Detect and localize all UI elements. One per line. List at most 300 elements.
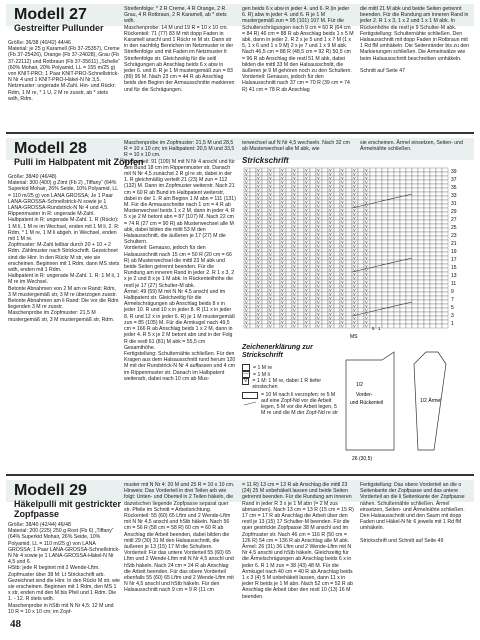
chart-cell	[436, 276, 442, 280]
chart-cell	[358, 244, 364, 248]
chart-cell	[262, 260, 268, 264]
chart-cell	[382, 272, 388, 276]
chart-symbol: V	[329, 168, 332, 173]
chart-cell	[412, 180, 418, 184]
chart-cell	[400, 172, 406, 176]
chart-symbol: V	[365, 244, 368, 249]
chart-cell	[436, 236, 442, 240]
chart-cell	[442, 216, 448, 220]
chart-cell	[418, 224, 424, 228]
chart-cell	[418, 312, 424, 316]
chart-cell	[412, 196, 418, 200]
chart-cell	[262, 172, 268, 176]
chart-cell	[370, 168, 376, 172]
chart-cell	[298, 264, 304, 268]
chart-symbol: V	[305, 296, 308, 301]
chart-cell	[436, 184, 442, 188]
chart-symbol: V	[257, 300, 260, 305]
chart-symbol: V	[353, 244, 356, 249]
chart-symbol: V	[293, 208, 296, 213]
chart-cell	[376, 276, 382, 280]
modell-27-col-4: die mittl 21 M abk und beide Seiten getrennt beenden. Für die Rundung am inneren Rand in jeder 2. R 1 x 3, 1 x 2 und 1 x 1 M abk. In Rückenhöhe die restl je 9 Schulter-M abk. Fertigstellung: Schulternähte schließen. Den Halsausschnitt mit dopp Faden in Rotbraun mit 1 Rd fM umhäkeln. Die Seitenränder bis zu den Markierungen schließen. Die Armeinsätze wie beim Halsausschnitt beschreiben umhäkeln. Schnitt auf Seite 47	[360, 6, 469, 75]
chart-symbol: V	[257, 296, 260, 301]
chart-cell	[418, 236, 424, 240]
chart-symbol: V	[293, 308, 296, 313]
chart-cell	[262, 324, 268, 328]
chart-cell	[334, 212, 340, 216]
chart-cell	[274, 224, 280, 228]
chart-cell	[394, 296, 400, 300]
chart-cell	[436, 272, 442, 276]
chart-cell	[334, 260, 340, 264]
row-number: 39	[451, 169, 457, 175]
chart-cell	[310, 288, 316, 292]
chart-cell	[370, 212, 376, 216]
chart-symbol: V	[353, 216, 356, 221]
chart-cell	[412, 188, 418, 192]
chart-cell	[430, 260, 436, 264]
chart-cell	[322, 316, 328, 320]
chart-symbol: V	[293, 200, 296, 205]
chart-symbol: V	[329, 188, 332, 193]
chart-cell	[358, 192, 364, 196]
chart-cell	[394, 188, 400, 192]
chart-cell	[322, 272, 328, 276]
chart-symbol: V	[281, 180, 284, 185]
chart-cell	[274, 300, 280, 304]
chart-symbol: V	[341, 324, 344, 329]
chart-cell	[406, 316, 412, 320]
chart-symbol: V	[293, 260, 296, 265]
modell-28-col-2: Maschenprobe im Zopfmuster: 21,5 M und 28,5 R = 10 x 10 cm; im Halbpatent: 20,5 M und 33,5 R = 10 x 10 cm. Rückenteil: 91 (109) M mit N Nr 4 anschl und für den Bund 18 cm im Rippenmuster str. Danach mit N Nr 4,5 zunächst 2 R gl re str, dabei in der 1. R gleichmäßig verteilt 21 (23) M zun = 112 (132) M. Dann im Zopfmuster weiterstr. Nach 21 cm = 60 R ab Bund im Halbpatent weiterstr, dabei in der 1. R am Beginn 1 M abn = 111 (131) M. Für die Armausschnitte nach 1 cm = 4 R ab Musterwechsel beids 1 x 2 M, dann in jeder 4. R 5 x je 2 M betont abn = 87 (107) M. Nach 22 cm = 74 R (27 cm = 90 R) ab Musterwechsel alle M abk, dabei bilden die mittl 53 M den Halsausschnitt, die äußeren je 17 (27) M die Schultern. Vorderteil: Genauso, jedoch für den Halsausschnitt nach 15 cm = 50 R (20 cm = 66 R) ab Musterwechsel die mittl 23 M abk und beide Seiten getrennt beenden. Für die Rundung am inneren Rand in jeder 2. R 1 x 3, 2 x je 2 und 8 x je 1 M abk. In Rückenteilhöhe die restl je 17 (27) Schulter-M abk. Ärmel: 49 (59) M mit N Nr 4,5 anschl und im Halbpatent str. Gleichzeitig für die Armelschrägungen ab Anschlag beids 8 x in jeder 10. R und 10 x in jeder 8. R (11 x in jeder 8. R und 12 x in jeder 6. R) je 1 M mustergemäß zun = 85 (105) M. Für die Armkugel nach 49,5 cm = 166 R ab Anschlag beids 1 x 2 M, dann in jeder 4. R 5 x je 2 M betont abn und in der Folg R die restl 61 (81) M abk = 55,5 cm Gesamthöhe. Fertigstellung: Schulternähte schließen. Für den Kragen aus dem Halsausschnitt rund herum 120 M mit der Rundstrick-N Nr 4 auffassen und 4 cm im Rippenmuster str. Danach im Halbpatent weiterarb, dabei nach 10 cm ab Mus-	[124, 140, 236, 382]
row-number: 25	[451, 225, 457, 231]
chart-cell	[424, 184, 430, 188]
body-label-rucken: und Rückenteil	[350, 400, 384, 406]
chart-cell	[424, 208, 430, 212]
chart-cell	[310, 300, 316, 304]
chart-symbol: V	[257, 168, 260, 173]
chart-cell	[442, 252, 448, 256]
chart-cell	[388, 312, 394, 316]
chart-cell	[376, 188, 382, 192]
chart-symbol: V	[329, 192, 332, 197]
chart-cell	[394, 232, 400, 236]
chart-cell	[322, 324, 328, 328]
chart-cell	[412, 224, 418, 228]
chart-cell	[430, 200, 436, 204]
chart-cell	[436, 168, 442, 172]
chart-cell	[334, 316, 340, 320]
chart-cell	[346, 232, 352, 236]
row-number: 9	[451, 289, 454, 295]
chart-cell	[322, 180, 328, 184]
chart-symbol: V	[317, 248, 320, 253]
chart-symbol: V	[269, 212, 272, 217]
chart-cell	[424, 316, 430, 320]
chart-symbol: V	[257, 260, 260, 265]
chart-cell	[286, 236, 292, 240]
chart-cell	[358, 200, 364, 204]
chart-symbol: V	[269, 232, 272, 237]
chart-cell	[358, 196, 364, 200]
chart-cell	[436, 312, 442, 316]
chart-symbol: V	[365, 236, 368, 241]
chart-cell	[250, 324, 256, 328]
chart-cell	[262, 284, 268, 288]
chart-cell	[370, 224, 376, 228]
chart-symbol: V	[269, 244, 272, 249]
chart-cell	[298, 220, 304, 224]
chart-cell	[388, 296, 394, 300]
chart-cell	[334, 272, 340, 276]
chart-cell	[262, 232, 268, 236]
chart-cell	[376, 272, 382, 276]
chart-symbol: V	[245, 264, 248, 269]
chart-cell	[430, 228, 436, 232]
chart-cell	[274, 196, 280, 200]
chart-symbol: V	[257, 304, 260, 309]
chart-symbol: V	[245, 204, 248, 209]
strickschrift-title: Strickschrift	[242, 156, 289, 165]
legend-item-2: — = 1 M li	[243, 371, 270, 378]
chart-cell	[322, 220, 328, 224]
chart-cell	[370, 256, 376, 260]
chart-cell	[346, 276, 352, 280]
chart-symbol: V	[245, 304, 248, 309]
chart-symbol: V	[281, 228, 284, 233]
chart-cell	[310, 192, 316, 196]
chart-cell	[430, 272, 436, 276]
chart-cell	[424, 320, 430, 324]
chart-symbol: V	[341, 252, 344, 257]
chart-cell	[382, 220, 388, 224]
chart-cell	[346, 216, 352, 220]
chart-cell	[250, 180, 256, 184]
chart-cell	[400, 272, 406, 276]
chart-cell	[286, 196, 292, 200]
chart-cell	[262, 180, 268, 184]
chart-symbol: V	[317, 296, 320, 301]
chart-symbol: V	[269, 300, 272, 305]
chart-cell	[430, 168, 436, 172]
zeichenerklaerung-title: Zeichenerklärung zur Strickschrift	[242, 344, 313, 359]
chart-cell	[274, 320, 280, 324]
chart-cell	[382, 228, 388, 232]
chart-cell	[310, 228, 316, 232]
side-marker: 5	[372, 326, 375, 331]
chart-cell	[430, 320, 436, 324]
chart-symbol: V	[269, 292, 272, 297]
chart-cell	[250, 196, 256, 200]
chart-cell	[400, 212, 406, 216]
chart-cell	[394, 244, 400, 248]
chart-cell	[424, 200, 430, 204]
chart-cell	[400, 324, 406, 328]
chart-cell	[298, 296, 304, 300]
chart-cell	[418, 240, 424, 244]
chart-cell	[418, 172, 424, 176]
chart-symbol: V	[257, 312, 260, 317]
chart-cell	[250, 188, 256, 192]
chart-symbol: V	[341, 316, 344, 321]
chart-cell	[406, 216, 412, 220]
chart-cell	[412, 208, 418, 212]
chart-cell	[442, 224, 448, 228]
knit-below-symbol-icon: V	[242, 378, 249, 385]
chart-cell	[274, 324, 280, 328]
chart-cell	[382, 244, 388, 248]
chart-cell	[436, 252, 442, 256]
chart-cell	[322, 308, 328, 312]
chart-symbol: V	[365, 204, 368, 209]
chart-cell	[430, 232, 436, 236]
chart-cell	[394, 248, 400, 252]
chart-cell	[262, 320, 268, 324]
chart-cell	[394, 264, 400, 268]
chart-symbol: V	[317, 260, 320, 265]
chart-cell	[406, 284, 412, 288]
chart-cell	[286, 312, 292, 316]
chart-symbol: V	[245, 176, 248, 181]
chart-cell	[298, 228, 304, 232]
chart-symbol: V	[281, 288, 284, 293]
chart-cell	[436, 220, 442, 224]
chart-cell	[346, 272, 352, 276]
chart-cell	[406, 176, 412, 180]
chart-cell	[298, 288, 304, 292]
chart-cell	[424, 204, 430, 208]
chart-cell	[250, 244, 256, 248]
chart-cell	[436, 260, 442, 264]
chart-cell	[286, 240, 292, 244]
chart-cell	[274, 172, 280, 176]
chart-cell	[250, 296, 256, 300]
chart-cell	[430, 172, 436, 176]
chart-symbol: V	[245, 296, 248, 301]
modell-29-col-1: Größe: 38/40 (42/44) 46/48 Material: 200 (225) 250 g Rost (Fb 6) „Tiffany“ (64% Superkid Mohair, 26% Seide, 10% Polyamid, LL = 110 m/25 g) von LANA GROSSA; 1 Paar LANA-GROSSA-Schnellstrick-N Nr 4 sowie je 1 LANA-GROSSA-Häkel-N Nr 4,5 und 6. HStb: jede R beginnt mit 2 Wende-Lftm. Zopfmuster über 38 M: Lt Strickschrift arb. Gezeichnet sind die Hinr. In den Rückr M str, wie sie erscheinen. Beginnen mit 1 Rdm, den MS 1 x str, enden mit den M bis Pfeil und 1 Rdm. Die 1. - 12. R stets wdh. Maschenprobe in hStb mit N Nr 4,5: 12 M und 10 R = 10 x 10 cm; im Zopf-	[8, 522, 120, 615]
chart-cell	[358, 288, 364, 292]
chart-symbol: V	[341, 216, 344, 221]
chart-cell	[400, 296, 406, 300]
chart-cell	[442, 288, 448, 292]
chart-cell	[298, 180, 304, 184]
chart-cell	[394, 176, 400, 180]
chart-symbol: V	[305, 188, 308, 193]
chart-cell	[388, 280, 394, 284]
chart-cell	[412, 260, 418, 264]
chart-cell	[418, 184, 424, 188]
chart-symbol: V	[245, 288, 248, 293]
chart-cell	[274, 228, 280, 232]
page-number: 48	[10, 618, 21, 630]
chart-cell	[388, 292, 394, 296]
chart-cell	[388, 308, 394, 312]
chart-cell	[358, 316, 364, 320]
chart-symbol: V	[293, 292, 296, 297]
chart-cell	[424, 216, 430, 220]
chart-symbol: V	[281, 184, 284, 189]
chart-symbol: V	[329, 320, 332, 325]
chart-cell	[262, 312, 268, 316]
chart-cell	[376, 284, 382, 288]
chart-cell	[418, 176, 424, 180]
chart-cell	[406, 288, 412, 292]
chart-cell	[262, 212, 268, 216]
chart-cell	[262, 276, 268, 280]
chart-cell	[442, 180, 448, 184]
chart-cell	[412, 168, 418, 172]
chart-cell	[388, 220, 394, 224]
chart-cell	[400, 228, 406, 232]
chart-symbol: V	[329, 196, 332, 201]
chart-symbol: V	[281, 168, 284, 173]
modell-27-col-1: Größe: 36/38 (40/42) 44/46 Material: je 25 g Karamell (Fb 37-25357), Creme (Fb 37-25426), Orange (Fb 37-24028), Grau (Fb 37-22112) und Rotbraun (Fb 37-35611) „Schelle“ (60% Mohair, 20% Polyamid, LL = 155 m/25 g) von KNIT-PRO; 1 Paar KNIT-PRO-Schnellstrick-N Nr 4 und 1 KNIT-PRO-Häkel-N Nr 3,5. Netzmuster: ungerade M-Zahl. Hin- und Rückr: Rdm, 1 M re, * 1 U, 2 M re zusstr, ab * stets wdh, Rdm.	[8, 40, 120, 102]
chart-cell	[412, 316, 418, 320]
modell-28-section	[6, 138, 474, 468]
chart-cell	[412, 284, 418, 288]
chart-cell	[358, 188, 364, 192]
chart-cell	[310, 176, 316, 180]
modell-28-title: Modell 28	[14, 140, 87, 157]
chart-cell	[442, 200, 448, 204]
chart-symbol: V	[281, 236, 284, 241]
chart-cell	[376, 220, 382, 224]
chart-symbol: V	[341, 312, 344, 317]
chart-symbol: V	[341, 268, 344, 273]
chart-symbol: V	[269, 316, 272, 321]
cable-symbol-icon	[242, 392, 258, 399]
chart-symbol: V	[281, 204, 284, 209]
chart-symbol: V	[365, 276, 368, 281]
chart-symbol: V	[329, 284, 332, 289]
chart-cell	[274, 244, 280, 248]
chart-cell	[400, 280, 406, 284]
chart-symbol: V	[257, 244, 260, 249]
chart-cell	[388, 192, 394, 196]
chart-cell	[370, 208, 376, 212]
chart-symbol: V	[317, 220, 320, 225]
chart-cell	[382, 224, 388, 228]
chart-cell	[430, 300, 436, 304]
chart-symbol: V	[341, 212, 344, 217]
chart-cell	[358, 292, 364, 296]
chart-symbol: V	[341, 196, 344, 201]
chart-cell	[286, 304, 292, 308]
chart-cell	[310, 200, 316, 204]
chart-cell	[346, 312, 352, 316]
chart-symbol: V	[269, 268, 272, 273]
chart-cell	[382, 236, 388, 240]
chart-cell	[418, 252, 424, 256]
chart-cell	[310, 260, 316, 264]
chart-symbol: V	[341, 300, 344, 305]
chart-cell	[286, 244, 292, 248]
chart-symbol: V	[365, 280, 368, 285]
chart-cell	[442, 316, 448, 320]
chart-symbol: V	[305, 248, 308, 253]
chart-cell	[274, 216, 280, 220]
chart-symbol: V	[365, 312, 368, 317]
chart-symbol: V	[341, 172, 344, 177]
chart-symbol: V	[293, 300, 296, 305]
chart-cell	[394, 292, 400, 296]
chart-cell	[406, 224, 412, 228]
chart-symbol: V	[317, 308, 320, 313]
section-divider-2	[6, 474, 474, 476]
chart-cell	[250, 240, 256, 244]
chart-symbol: V	[293, 224, 296, 229]
chart-cell	[262, 240, 268, 244]
chart-symbol: V	[365, 176, 368, 181]
chart-cell	[418, 276, 424, 280]
chart-cell	[286, 204, 292, 208]
chart-cell	[406, 204, 412, 208]
chart-symbol: V	[293, 256, 296, 261]
chart-cell	[310, 168, 316, 172]
chart-symbol: V	[329, 264, 332, 269]
chart-symbol: V	[281, 208, 284, 213]
chart-symbol: V	[341, 284, 344, 289]
chart-cell	[400, 224, 406, 228]
chart-cell	[394, 288, 400, 292]
chart-cell	[442, 268, 448, 272]
chart-cell	[394, 276, 400, 280]
chart-symbol: V	[281, 200, 284, 205]
chart-cell	[406, 280, 412, 284]
chart-symbol: V	[293, 188, 296, 193]
chart-symbol: V	[317, 284, 320, 289]
row-number: 31	[451, 201, 457, 207]
chart-cell	[406, 196, 412, 200]
chart-cell	[436, 264, 442, 268]
chart-cell	[370, 196, 376, 200]
chart-cell	[388, 212, 394, 216]
chart-symbol: V	[329, 260, 332, 265]
chart-cell	[376, 208, 382, 212]
chart-cell	[442, 300, 448, 304]
chart-cell	[322, 260, 328, 264]
chart-cell	[262, 288, 268, 292]
chart-cell	[370, 288, 376, 292]
chart-cell	[430, 184, 436, 188]
chart-symbol: V	[257, 268, 260, 273]
chart-cell	[430, 264, 436, 268]
chart-cell	[442, 276, 448, 280]
chart-cell	[286, 292, 292, 296]
chart-cell	[286, 192, 292, 196]
chart-cell	[406, 264, 412, 268]
chart-cell	[394, 208, 400, 212]
chart-symbol: V	[245, 252, 248, 257]
chart-cell	[376, 168, 382, 172]
chart-cell	[262, 204, 268, 208]
chart-cell	[430, 220, 436, 224]
chart-cell	[274, 276, 280, 280]
chart-cell	[418, 268, 424, 272]
chart-cell	[346, 180, 352, 184]
chart-symbol: V	[329, 244, 332, 249]
chart-cell	[250, 260, 256, 264]
chart-cell	[424, 248, 430, 252]
chart-cell	[286, 220, 292, 224]
chart-cell	[322, 296, 328, 300]
chart-cell	[334, 252, 340, 256]
row-number: 29	[451, 209, 457, 215]
knit-symbol-icon	[242, 364, 250, 371]
modell-27-col-3: gen beids 6 x abw in jeder 4. und 6. R (in jeder 6. R) abw in jeder 4. und 6. R je 1 M mustergemäß zun = 95 (101) 107 M. Für die Schulterschrägungen nach 9 cm = 60 R (64 cm = 84 R) 46 cm = 88 R ab Anschlag beids 1 x 5 M abk, dann in jeder 2. R 2 x je 5 und 1 x 7 M (1 x 5, 1 x 6 und 1 x 9 M) 2 x je 7 und 1 x 9 M abk. Nach 46,5 cm = 88 R (48,5 cm = 92 R) 50,5 cm = 96 R ab Anschlag die restl 51 M abk, dabei bilden die mittl 33 M den Halsausschnitt, die äußeren je 9 M gehören noch zu den Schultern. Vorderteil: Genauso, jedoch für den Halsausschnitt nach 37 cm = 70 R (39 cm = 74 R) 41 cm = 78 R ab Anschlag	[242, 6, 354, 93]
chart-cell	[298, 248, 304, 252]
chart-cell	[436, 284, 442, 288]
